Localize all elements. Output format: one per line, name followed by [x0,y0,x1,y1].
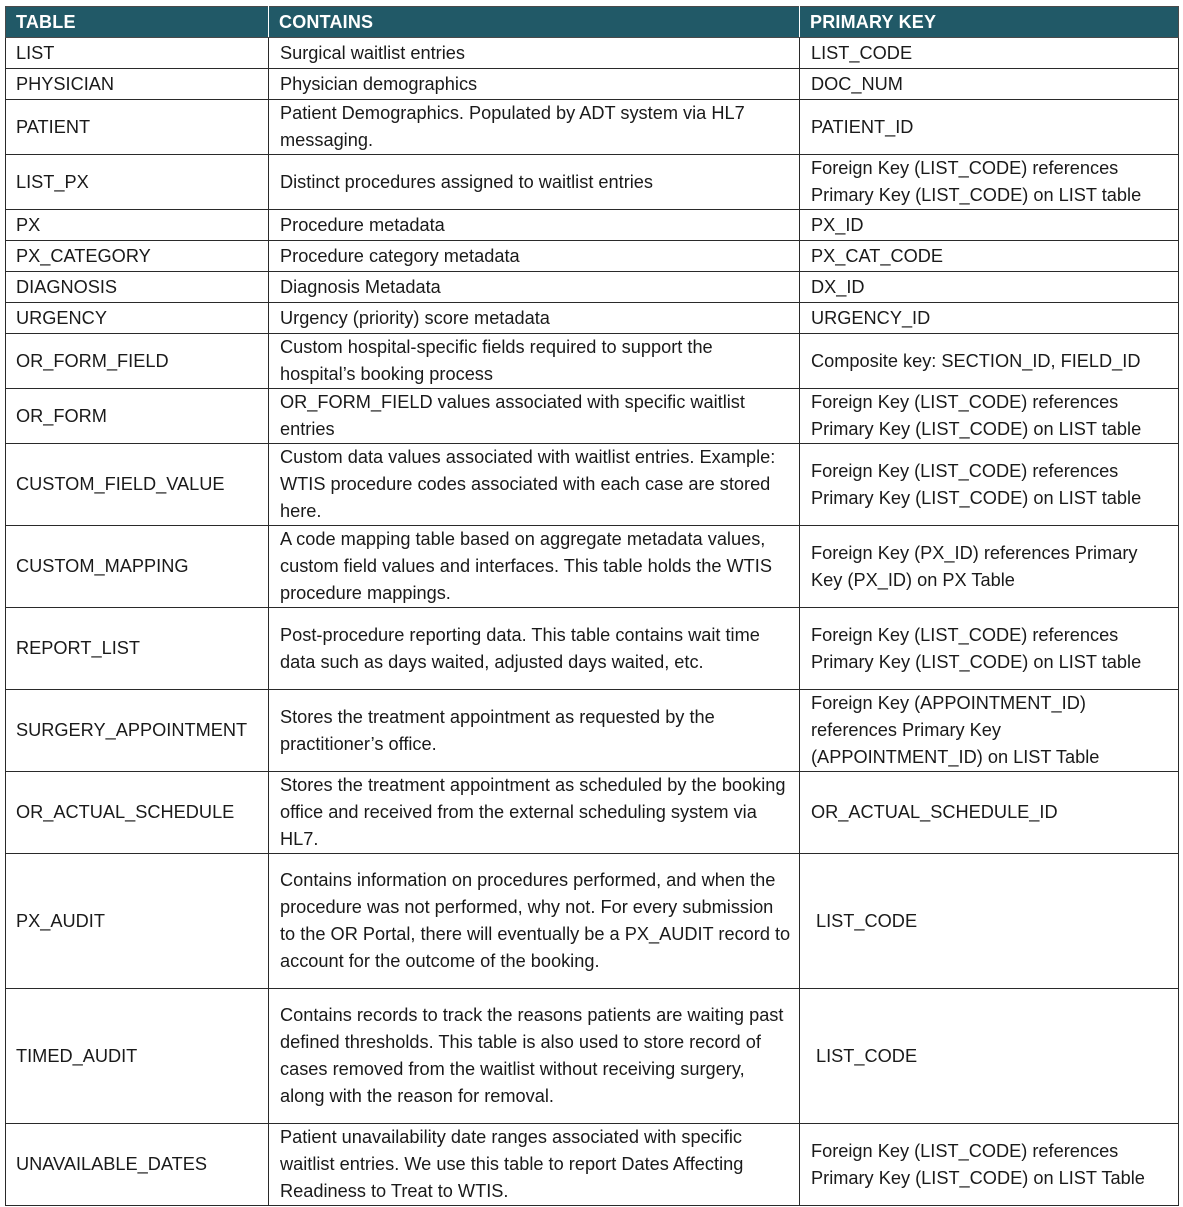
cell-contains: Surgical waitlist entries [269,38,800,69]
cell-contains: Custom hospital-specific fields required to support the hospital’s booking process [269,334,800,389]
header-table: TABLE [6,7,269,38]
cell-contains: Diagnosis Metadata [269,272,800,303]
header-contains: CONTAINS [269,7,800,38]
table-row [6,100,1179,155]
table-row [6,690,1179,772]
table-row [6,210,1179,241]
table-row [6,38,1179,69]
cell-primary-key: Foreign Key (APPOINTMENT_ID) references Primary Key (APPOINTMENT_ID) on LIST Table [800,690,1179,772]
cell-table-name: OR_FORM [6,389,269,444]
cell-table-name: PHYSICIAN [6,69,269,100]
cell-table-name: URGENCY [6,303,269,334]
cell-primary-key: Foreign Key (LIST_CODE) references Primary Key (LIST_CODE) on LIST table [800,444,1179,526]
cell-table-name: OR_FORM_FIELD [6,334,269,389]
table-row [6,389,1179,444]
cell-table-name: PX [6,210,269,241]
cell-table-name: DIAGNOSIS [6,272,269,303]
cell-primary-key: OR_ACTUAL_SCHEDULE_ID [800,772,1179,854]
cell-contains: Contains records to track the reasons patients are waiting past defined thresholds. This table is also used to store record of cases removed from the waitlist without receiving surgery, along with the reason for removal. [269,989,800,1124]
cell-contains: Patient unavailability date ranges associated with specific waitlist entries. We use this table to report Dates Affecting Readiness to Treat to WTIS. [269,1124,800,1206]
cell-primary-key: DOC_NUM [800,69,1179,100]
table-row [6,272,1179,303]
table-row [6,608,1179,690]
cell-primary-key: Foreign Key (LIST_CODE) references Primary Key (LIST_CODE) on LIST Table [800,1124,1179,1206]
cell-primary-key: DX_ID [800,272,1179,303]
cell-primary-key: PX_CAT_CODE [800,241,1179,272]
table-row [6,303,1179,334]
cell-contains: Procedure category metadata [269,241,800,272]
table-row [6,334,1179,389]
header-primary-key: PRIMARY KEY [800,7,1179,38]
cell-contains: Procedure metadata [269,210,800,241]
cell-contains: Distinct procedures assigned to waitlist entries [269,155,800,210]
cell-contains: A code mapping table based on aggregate metadata values, custom field values and interfaces. This table holds the WTIS procedure mappings. [269,526,800,608]
cell-primary-key: LIST_CODE [800,38,1179,69]
cell-contains: Physician demographics [269,69,800,100]
cell-table-name: LIST [6,38,269,69]
cell-primary-key: Foreign Key (LIST_CODE) references Primary Key (LIST_CODE) on LIST table [800,608,1179,690]
table-row [6,444,1179,526]
cell-contains: Urgency (priority) score metadata [269,303,800,334]
database-tables-reference-table [5,6,1179,1206]
cell-table-name: REPORT_LIST [6,608,269,690]
cell-primary-key: PATIENT_ID [800,100,1179,155]
cell-table-name: SURGERY_APPOINTMENT [6,690,269,772]
cell-table-name: UNAVAILABLE_DATES [6,1124,269,1206]
table-row [6,772,1179,854]
table-row [6,241,1179,272]
cell-table-name: CUSTOM_MAPPING [6,526,269,608]
cell-primary-key: Composite key: SECTION_ID, FIELD_ID [800,334,1179,389]
cell-table-name: LIST_PX [6,155,269,210]
cell-contains: OR_FORM_FIELD values associated with specific waitlist entries [269,389,800,444]
cell-primary-key: Foreign Key (PX_ID) references Primary Key (PX_ID) on PX Table [800,526,1179,608]
table-row [6,155,1179,210]
table-header-row [6,7,1179,38]
cell-primary-key: PX_ID [800,210,1179,241]
table-row [6,526,1179,608]
cell-primary-key: Foreign Key (LIST_CODE) references Primary Key (LIST_CODE) on LIST table [800,389,1179,444]
cell-contains: Post-procedure reporting data. This table contains wait time data such as days waited, adjusted days waited, etc. [269,608,800,690]
cell-contains: Stores the treatment appointment as scheduled by the booking office and received from the external scheduling system via HL7. [269,772,800,854]
cell-contains: Patient Demographics. Populated by ADT system via HL7 messaging. [269,100,800,155]
cell-table-name: PX_AUDIT [6,854,269,989]
cell-contains: Stores the treatment appointment as requested by the practitioner’s office. [269,690,800,772]
cell-table-name: PX_CATEGORY [6,241,269,272]
table-row [6,854,1179,989]
cell-table-name: OR_ACTUAL_SCHEDULE [6,772,269,854]
cell-table-name: PATIENT [6,100,269,155]
cell-primary-key: LIST_CODE [800,989,1179,1124]
table-row [6,1124,1179,1206]
cell-primary-key: LIST_CODE [800,854,1179,989]
cell-table-name: CUSTOM_FIELD_VALUE [6,444,269,526]
cell-contains: Custom data values associated with waitlist entries. Example: WTIS procedure codes associated with each case are stored here. [269,444,800,526]
table-row [6,69,1179,100]
cell-primary-key: Foreign Key (LIST_CODE) references Primary Key (LIST_CODE) on LIST table [800,155,1179,210]
cell-table-name: TIMED_AUDIT [6,989,269,1124]
cell-primary-key: URGENCY_ID [800,303,1179,334]
cell-contains: Contains information on procedures performed, and when the procedure was not performed, why not. For every submission to the OR Portal, there will eventually be a PX_AUDIT record to account for the outcome of the booking. [269,854,800,989]
table-row [6,989,1179,1124]
